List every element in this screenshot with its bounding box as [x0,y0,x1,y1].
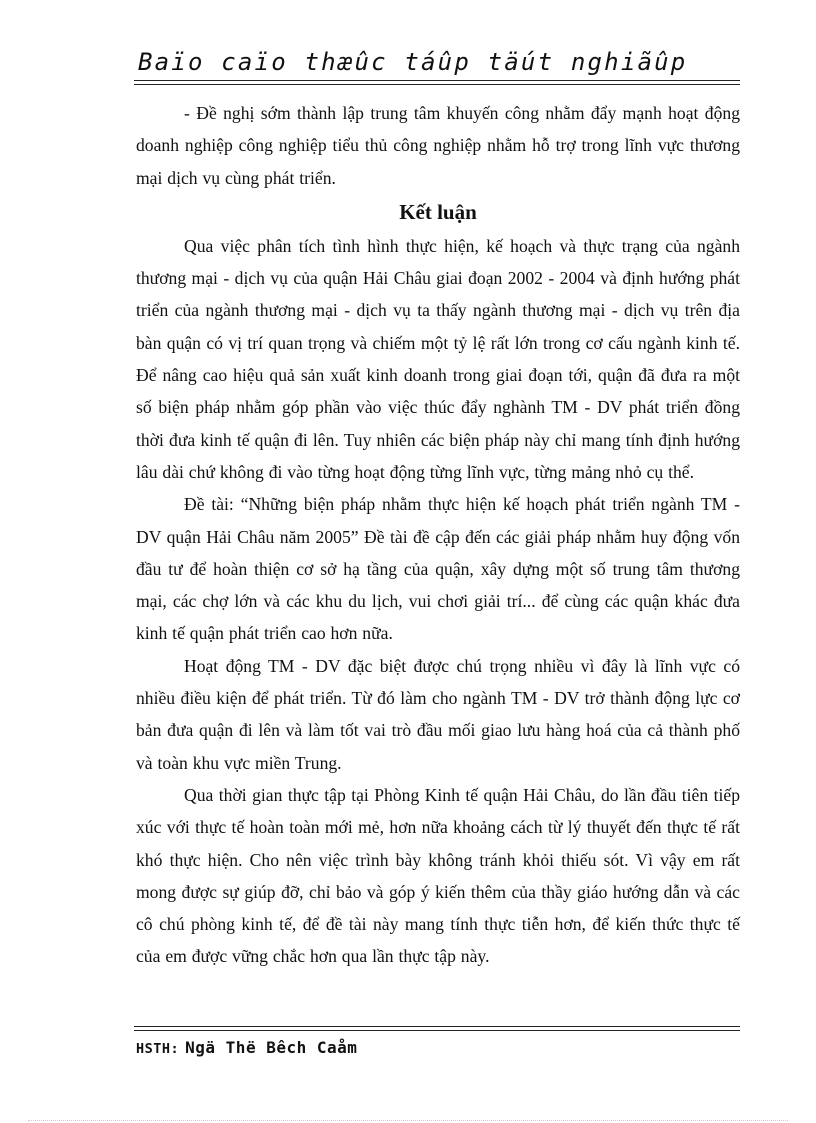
page-bottom-divider [28,1120,788,1121]
section-heading: Kết luận [399,199,477,224]
main-content [136,97,740,973]
body-paragraph-4: Qua thời gian thực tập tại Phòng Kinh tế quận Hải Châu, do lần đầu tiên tiếp xúc với thực tế hoàn toàn mới mẻ, hơn nữa khoảng cách từ lý thuyết đến thực tế rất khó thực hiện. Cho nên việc trình bày không tránh khỏi thiếu sót. Vì vậy em rất mong được sự giúp đỡ, chỉ bảo và góp ý kiến thêm của thầy giáo hướng dẫn và các cô chú phòng kinh tế, để đề tài này mang tính thực tiễn hơn, để kiến thức thực tế của em được vững chắc hơn qua lần thực tập này. [136,784,740,967]
body-paragraph-2: Đề tài: “Những biện pháp nhằm thực hiện kế hoạch phát triển ngành TM - DV quận Hải Châu năm 2005” Đề tài đề cập đến các giải pháp nhằm huy động vốn đầu tư để hoàn thiện cơ sở hạ tầng của quận, xây dựng một số trung tâm thương mại, các chợ lớn và các khu du lịch, vui chơi giải trí... để cùng các quận khác đưa kinh tế quận phát triển cao hơn nữa. [136,494,740,644]
intro-paragraph: - Đề nghị sớm thành lập trung tâm khuyến công nhằm đẩy mạnh hoạt động doanh nghiệp công nghiệp tiểu thủ công nghiệp nhằm hỗ trợ trong lĩnh vực thương mại dịch vụ cùng phát triển. [136,103,740,188]
body-paragraph-1: Qua việc phân tích tình hình thực hiện, kế hoạch và thực trạng của ngành thương mại - dịch vụ của quận Hải Châu giai đoạn 2002 - 2004 và định hướng phát triển của ngành thương mại - dịch vụ ta thấy ngành thương mại - dịch vụ trên địa bàn quận có vị trí quan trọng và chiếm một tỷ lệ rất lớn trong cơ cấu ngành kinh tế. Để nâng cao hiệu quả sản xuất kinh doanh trong giai đoạn tới, quận đã đưa ra một số biện pháp nhằm góp phần vào việc thúc đẩy nghành TM - DV phát triển đồng thời đưa kinh tế quận đi lên. Tuy nhiên các biện pháp này chỉ mang tính định hướng lâu dài chứ không đi vào từng hoạt động từng lĩnh vực, từng mảng nhỏ cụ thể. [136,235,740,482]
page-footer [136,1038,357,1057]
page-header-title: Baïo caïo thæûc táûp täút nghiãûp [138,48,688,76]
footer-label: HSTH: [136,1041,180,1057]
body-paragraph-3: Hoạt động TM - DV đặc biệt được chú trọng nhiều vì đây là lĩnh vực có nhiều điều kiện để phát triển. Từ đó làm cho ngành TM - DV trở thành động lực cơ bản đưa quận đi lên và làm tốt vai trò đầu mối giao lưu hàng hoá của cả thành phố và toàn khu vực miền Trung. [136,655,740,773]
footer-double-rule [134,1026,740,1031]
footer-author-name: Ngä Thë Bêch Caåm [185,1038,358,1057]
header-double-rule [134,80,740,85]
